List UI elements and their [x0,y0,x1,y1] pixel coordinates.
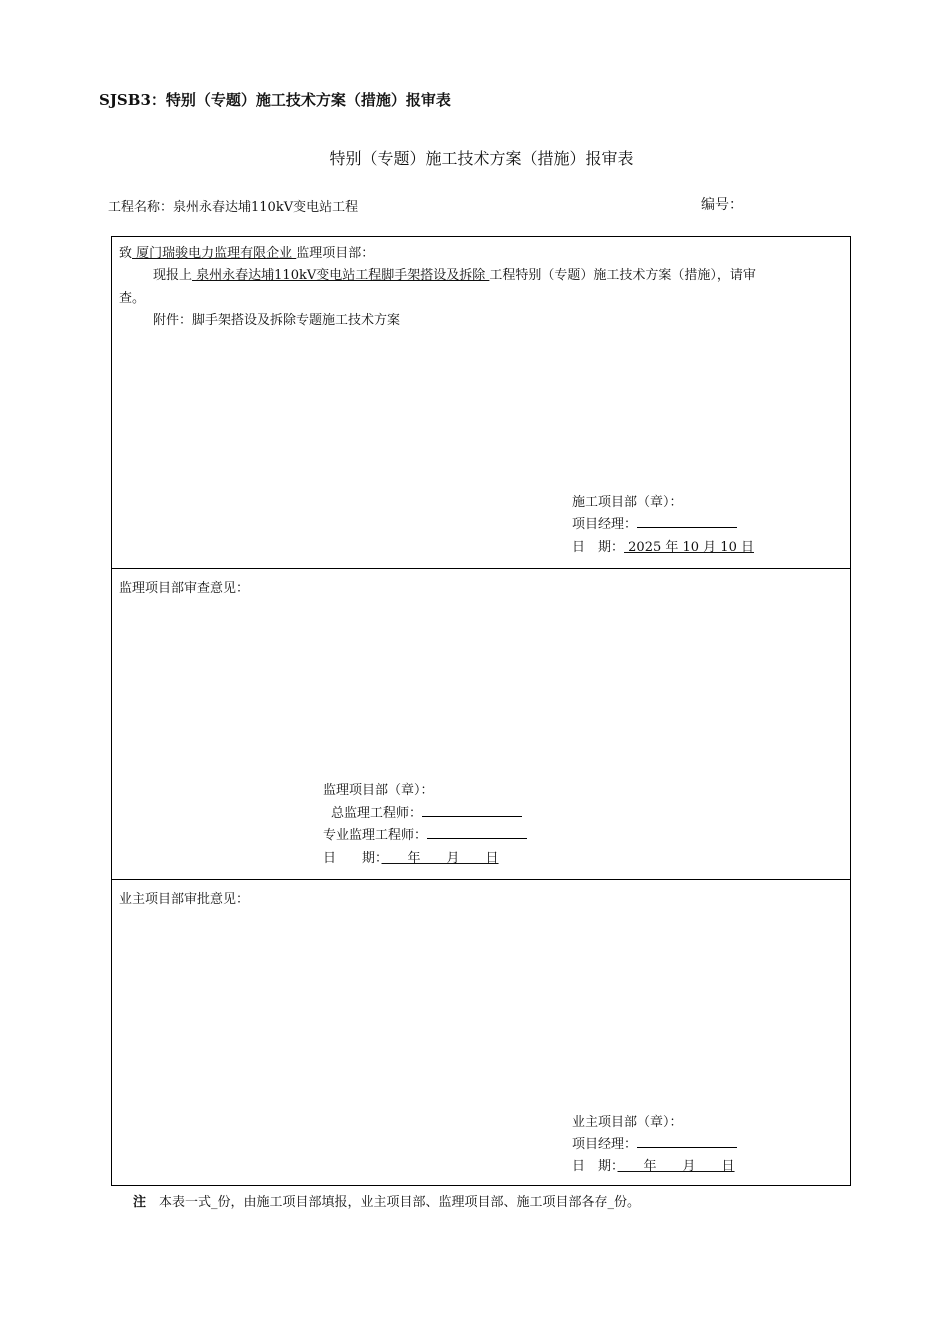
chief-engineer-label: 总监理工程师： [331,806,423,821]
report-subject: 泉州永春达埔110kV变电站工程脚手架搭设及拆除 [192,268,490,283]
footnote-prefix: 注 [133,1195,147,1210]
construction-manager-signature-blank[interactable] [637,514,737,528]
construction-date-line [572,536,754,555]
specialist-engineer-line [323,824,527,843]
owner-date-line [572,1155,735,1174]
project-name-label: 工程名称： [108,200,174,215]
construction-manager-line [572,513,737,532]
footnote [133,1191,640,1210]
specialist-engineer-label: 专业监理工程师： [323,828,428,843]
supervision-date-label: 日 期： [323,851,382,866]
report-suffix: 工程特别（专题）施工技术方案（措施），请审 [489,268,756,283]
submission-section [112,237,850,569]
owner-approval-section [112,879,850,1185]
form-title: 特别（专题）施工技术方案（措施）报审表 [329,149,634,168]
report-line-wrap: 查。 [119,291,146,306]
construction-date-label: 日 期： [572,540,625,555]
supervision-unit-name: 厦门瑞骏电力监理有限企业 [132,246,297,261]
construction-date-value: 2025 年 10 月 10 日 [624,540,754,555]
construction-dept-seal: 施工项目部（章）： [572,495,683,510]
project-name-value: 泉州永春达埔110kV变电站工程 [173,200,359,215]
review-form-table [111,236,851,1186]
serial-number-label: 编号： [701,197,743,213]
owner-approval-heading: 业主项目部审批意见： [119,892,250,907]
report-line [153,264,756,283]
supervision-review-section [112,568,850,880]
supervision-dept-seal: 监理项目部（章）： [323,783,434,798]
addressee-line [119,242,374,261]
footnote-text: 本表一式_份，由施工项目部填报，业主项目部、监理项目部、施工项目部各存_份。 [146,1195,641,1210]
owner-date-label: 日 期： [572,1159,618,1174]
owner-dept-seal: 业主项目部（章）： [572,1115,683,1130]
attachment-line: 附件：脚手架搭设及拆除专题施工技术方案 [153,313,401,328]
addressee-suffix: 监理项目部： [296,246,375,261]
supervision-date-line [323,847,499,866]
supervision-date-value[interactable]: 年 月 日 [381,851,499,866]
document-code: SJSB3：特别（专题）施工技术方案（措施）报审表 [99,91,451,109]
addressee-prefix: 致 [119,246,133,261]
supervision-review-heading: 监理项目部审查意见： [119,581,250,596]
owner-manager-signature-blank[interactable] [637,1134,737,1148]
owner-manager-label: 项目经理： [572,1137,638,1152]
owner-date-value[interactable]: 年 月 日 [617,1159,735,1174]
project-name-line [108,196,358,215]
specialist-engineer-signature-blank[interactable] [427,825,527,839]
owner-manager-line [572,1133,737,1152]
report-prefix: 现报上 [153,268,193,283]
construction-manager-label: 项目经理： [572,517,638,532]
chief-engineer-line [331,802,522,821]
chief-engineer-signature-blank[interactable] [422,803,522,817]
